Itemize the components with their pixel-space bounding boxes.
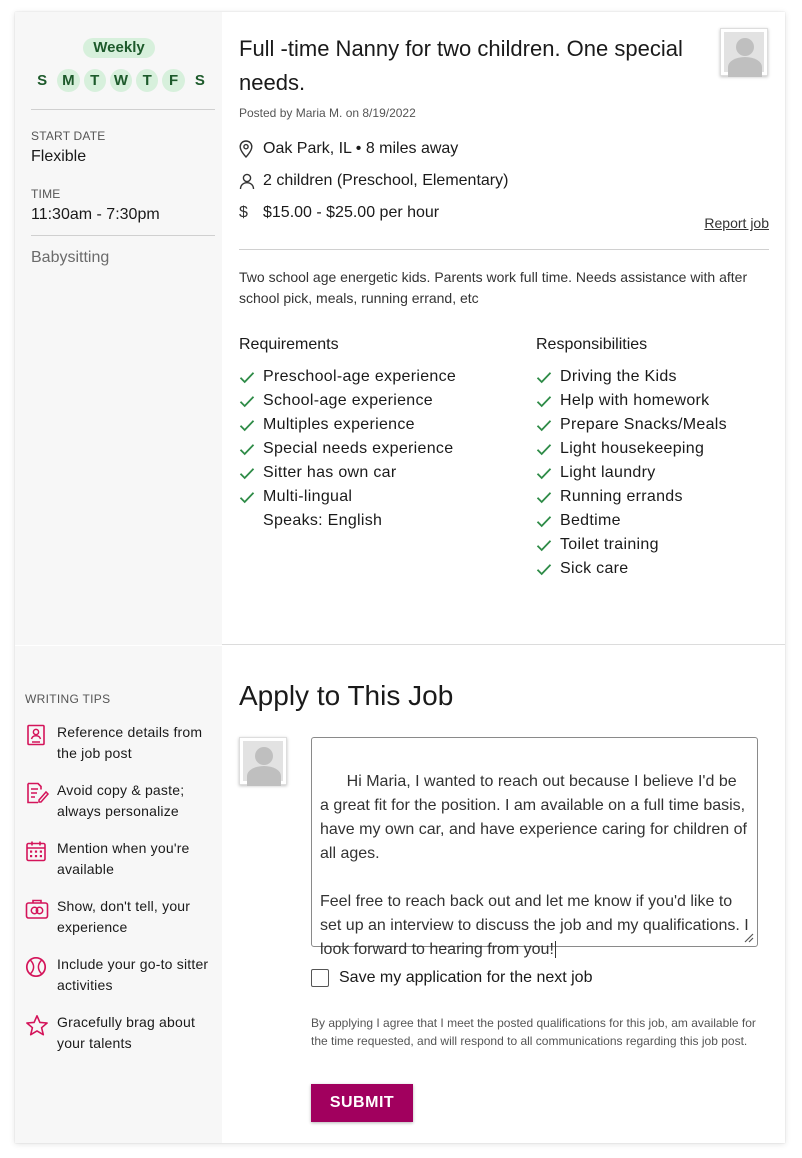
check-icon	[536, 437, 560, 461]
schedule-day: S	[37, 72, 48, 89]
requirements-list	[239, 365, 456, 533]
submit-button[interactable]: SUBMIT	[311, 1084, 413, 1122]
writing-tip	[25, 1012, 215, 1054]
start-date-value: Flexible	[31, 148, 87, 165]
calendar-icon	[25, 838, 57, 867]
list-item	[536, 413, 727, 437]
list-item	[239, 461, 456, 485]
rate-text: $15.00 - $25.00 per hour	[263, 204, 440, 221]
schedule-day: T	[84, 69, 106, 92]
check-icon	[239, 365, 263, 389]
check-icon	[536, 485, 560, 509]
list-item	[239, 437, 456, 461]
location-row	[239, 140, 458, 158]
list-item-text: Multiples experience	[263, 416, 415, 433]
list-item	[239, 389, 456, 413]
list-item-text: Sick care	[560, 560, 629, 577]
list-item-text: Sitter has own car	[263, 464, 397, 481]
writing-tip	[25, 838, 215, 880]
list-item	[536, 461, 727, 485]
divider	[31, 235, 215, 236]
list-item-text: Light laundry	[560, 464, 656, 481]
check-icon	[536, 413, 560, 437]
schedule-day: T	[136, 69, 158, 92]
schedule-day: F	[162, 69, 184, 92]
list-item	[536, 533, 727, 557]
writing-tip	[25, 780, 215, 822]
person-icon	[239, 173, 263, 190]
requirements-heading: Requirements	[239, 336, 339, 353]
writing-tip-text: Include your go-to sitter activities	[57, 956, 209, 993]
schedule-days	[31, 69, 211, 93]
check-icon	[239, 389, 263, 413]
check-icon	[536, 389, 560, 413]
check-icon	[536, 533, 560, 557]
edit-document-icon	[25, 780, 57, 809]
application-message-input[interactable]	[311, 737, 758, 958]
writing-tip	[25, 896, 215, 938]
writing-tips-heading: WRITING TIPS	[25, 692, 111, 706]
resize-handle-icon[interactable]	[742, 931, 754, 943]
list-item-text: Prepare Snacks/Meals	[560, 416, 727, 433]
children-text: 2 children (Preschool, Elementary)	[263, 172, 509, 189]
report-job-link[interactable]: Report job	[704, 215, 769, 231]
job-details-section	[15, 12, 785, 645]
id-card-icon	[25, 722, 57, 751]
rate-row	[239, 204, 439, 222]
job-category: Babysitting	[31, 249, 110, 266]
list-item-text: Multi-lingual	[263, 488, 353, 505]
job-description: Two school age energetic kids. Parents work full time. Needs assistance with after school pick, meals, running errand, etc	[239, 269, 748, 306]
writing-tip-text: Mention when you're available	[57, 840, 190, 877]
list-item-text: Running errands	[560, 488, 683, 505]
writing-tip-text: Reference details from the job post	[57, 724, 203, 761]
frequency-badge: Weekly	[83, 38, 155, 58]
showcase-icon	[25, 896, 57, 925]
writing-tips-sidebar	[15, 646, 222, 1143]
star-icon	[25, 1012, 57, 1042]
job-card	[15, 12, 785, 1143]
start-date-label: START DATE	[31, 129, 106, 143]
children-row	[239, 172, 508, 190]
schedule-day: S	[194, 72, 205, 89]
list-item-text: Help with homework	[560, 392, 710, 409]
check-icon	[536, 461, 560, 485]
list-item	[536, 365, 727, 389]
applicant-avatar	[239, 737, 287, 785]
check-icon	[239, 437, 263, 461]
divider	[31, 109, 215, 110]
time-label: TIME	[31, 187, 61, 201]
list-item	[239, 365, 456, 389]
responsibilities-list	[536, 365, 727, 581]
schedule-day: W	[110, 69, 132, 92]
languages-text: Speaks: English	[263, 512, 383, 529]
save-application-label: Save my application for the next job	[339, 969, 593, 986]
writing-tip	[25, 954, 215, 996]
schedule-day: M	[57, 69, 79, 92]
ball-icon	[25, 954, 57, 983]
writing-tip-text: Show, don't tell, your experience	[57, 898, 191, 935]
list-item	[536, 437, 727, 461]
save-application-checkbox[interactable]	[311, 969, 329, 987]
list-item	[536, 389, 727, 413]
schedule-sidebar	[15, 12, 222, 645]
responsibilities-heading: Responsibilities	[536, 336, 648, 353]
list-item	[239, 485, 456, 509]
check-icon	[536, 509, 560, 533]
time-value: 11:30am - 7:30pm	[31, 206, 160, 223]
save-application-option[interactable]	[311, 969, 592, 987]
check-icon	[536, 557, 560, 581]
list-item	[536, 509, 727, 533]
location-text: Oak Park, IL • 8 miles away	[263, 140, 459, 157]
list-item-text: Driving the Kids	[560, 368, 677, 385]
legal-notice: By applying I agree that I meet the posted qualifications for this job, am available for the time requested, and will respond to all communications regarding this job post.	[311, 1016, 756, 1048]
poster-avatar[interactable]	[720, 28, 768, 76]
writing-tip-text: Avoid copy & paste; always personalize	[57, 782, 185, 819]
writing-tip-text: Gracefully brag about your talents	[57, 1014, 196, 1051]
apply-section	[15, 646, 785, 1143]
check-icon	[536, 365, 560, 389]
dollar-icon: $	[239, 204, 248, 221]
list-item-text: Preschool-age experience	[263, 368, 457, 385]
apply-heading: Apply to This Job	[239, 680, 454, 711]
check-icon	[239, 461, 263, 485]
posted-by: Posted by Maria M. on 8/19/2022	[239, 106, 416, 120]
list-item	[536, 557, 727, 581]
list-item-text: Toilet training	[560, 536, 659, 553]
check-icon	[239, 485, 263, 509]
list-item	[536, 485, 727, 509]
list-item-text: School-age experience	[263, 392, 433, 409]
check-icon	[239, 413, 263, 437]
list-item-text: Special needs experience	[263, 440, 454, 457]
application-message-text: Hi Maria, I wanted to reach out because I believe I'd be a great fit for the position. I am available on a full time basis, have my own car, and have experience caring for children of all ages. Feel free to reach back out and let me know if you'd like to set up an interview to discuss the job and my qualifications. I look forward to hearing from you!	[320, 773, 749, 958]
job-title: Full -time Nanny for two children. One special needs.	[239, 36, 683, 95]
list-item-text: Bedtime	[560, 512, 621, 529]
location-pin-icon	[239, 140, 263, 158]
list-item-text: Light housekeeping	[560, 440, 705, 457]
writing-tip	[25, 722, 215, 764]
list-item	[239, 413, 456, 437]
divider	[239, 249, 769, 250]
